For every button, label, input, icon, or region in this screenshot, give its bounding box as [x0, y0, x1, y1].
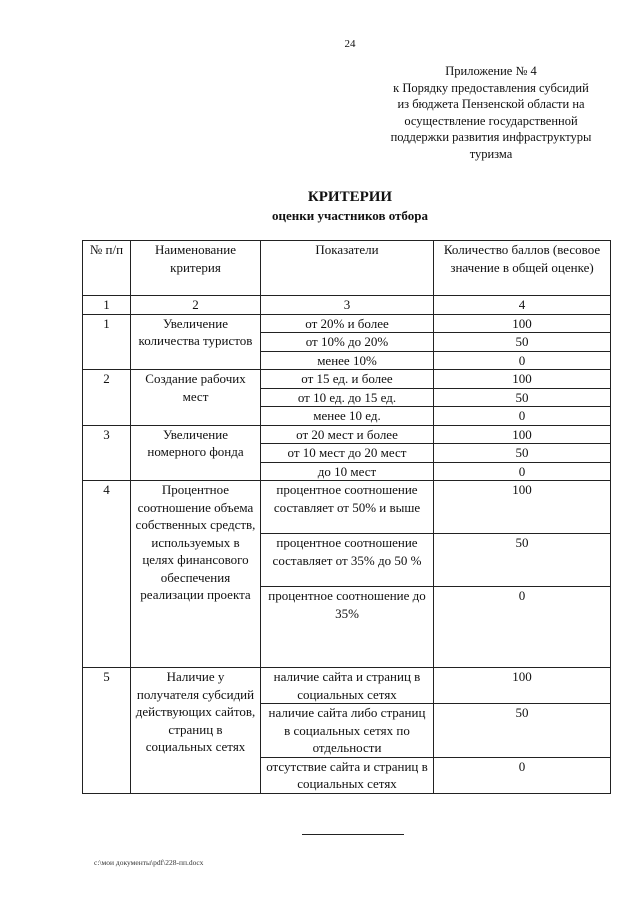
- score-cell: 100: [434, 425, 611, 444]
- score-cell: 50: [434, 333, 611, 352]
- appendix-line: осуществление государственной: [404, 113, 578, 128]
- column-number: 4: [434, 296, 611, 315]
- criterion-name: Наличие у получателя субсидий действующих сайтов, страниц в социальных сетях: [131, 668, 261, 794]
- appendix-note: [360, 63, 622, 163]
- indicator-cell: процентное соотношение составляет от 50% и выше: [261, 481, 434, 534]
- indicator-cell: менее 10%: [261, 351, 434, 370]
- indicator-cell: процентное соотношение составляет от 35% до 50 %: [261, 534, 434, 587]
- table-row: [83, 425, 611, 444]
- table-row: [83, 481, 611, 534]
- score-cell: 0: [434, 587, 611, 668]
- indicator-cell: процентное соотношение до 35%: [261, 587, 434, 668]
- column-number-row: [83, 296, 611, 315]
- indicator-cell: до 10 мест: [261, 462, 434, 481]
- score-cell: 0: [434, 462, 611, 481]
- criterion-number: 2: [83, 370, 131, 426]
- header-cell: Наименование критерия: [131, 241, 261, 296]
- score-cell: 100: [434, 481, 611, 534]
- indicator-cell: от 15 ед. и более: [261, 370, 434, 389]
- indicator-cell: от 10 мест до 20 мест: [261, 444, 434, 463]
- score-cell: 50: [434, 388, 611, 407]
- table-row: [83, 370, 611, 389]
- table-header-row: [83, 241, 611, 296]
- score-cell: 100: [434, 668, 611, 704]
- separator-line: [302, 834, 404, 835]
- indicator-cell: наличие сайта и страниц в социальных сетях: [261, 668, 434, 704]
- column-number: 2: [131, 296, 261, 315]
- score-cell: 50: [434, 444, 611, 463]
- indicator-cell: менее 10 ед.: [261, 407, 434, 426]
- criterion-name: Процентное соотношение объема собственных средств, используемых в целях финансового обеспечения реализации проекта: [131, 481, 261, 668]
- indicator-cell: от 20 мест и более: [261, 425, 434, 444]
- score-cell: 0: [434, 351, 611, 370]
- criteria-table: [82, 240, 611, 794]
- score-cell: 0: [434, 757, 611, 793]
- criterion-number: 4: [83, 481, 131, 668]
- document-title: КРИТЕРИИ: [307, 189, 393, 205]
- table-row: [83, 668, 611, 704]
- table-row: [83, 314, 611, 333]
- indicator-cell: наличие сайта либо страниц в социальных сетях по отдельности: [261, 704, 434, 758]
- header-cell: Показатели: [261, 241, 434, 296]
- page-number: 24: [344, 38, 356, 50]
- criterion-name: Создание рабочих мест: [131, 370, 261, 426]
- criterion-number: 3: [83, 425, 131, 481]
- appendix-line: туризма: [469, 146, 513, 161]
- criterion-name: Увеличение количества туристов: [131, 314, 261, 370]
- indicator-cell: от 10 ед. до 15 ед.: [261, 388, 434, 407]
- appendix-line: к Порядку предоставления субсидий: [393, 80, 589, 95]
- column-number: 1: [83, 296, 131, 315]
- indicator-cell: от 20% и более: [261, 314, 434, 333]
- appendix-line: из бюджета Пензенской области на: [397, 97, 585, 112]
- score-cell: 50: [434, 534, 611, 587]
- header-cell: № п/п: [83, 241, 131, 296]
- indicator-cell: от 10% до 20%: [261, 333, 434, 352]
- score-cell: 100: [434, 314, 611, 333]
- header-cell: Количество баллов (весовое значение в общей оценке): [434, 241, 611, 296]
- score-cell: 0: [434, 407, 611, 426]
- criterion-number: 5: [83, 668, 131, 794]
- criterion-number: 1: [83, 314, 131, 370]
- column-number: 3: [261, 296, 434, 315]
- criterion-name: Увеличение номерного фонда: [131, 425, 261, 481]
- score-cell: 100: [434, 370, 611, 389]
- file-path-footer: c:\мои документы\pdf\228-пп.docx: [94, 858, 204, 867]
- appendix-line: поддержки развития инфраструктуры: [390, 130, 592, 145]
- document-subtitle: оценки участников отбора: [272, 208, 428, 223]
- score-cell: 50: [434, 704, 611, 758]
- indicator-cell: отсутствие сайта и страниц в социальных сетях: [261, 757, 434, 793]
- appendix-line: Приложение № 4: [445, 64, 537, 78]
